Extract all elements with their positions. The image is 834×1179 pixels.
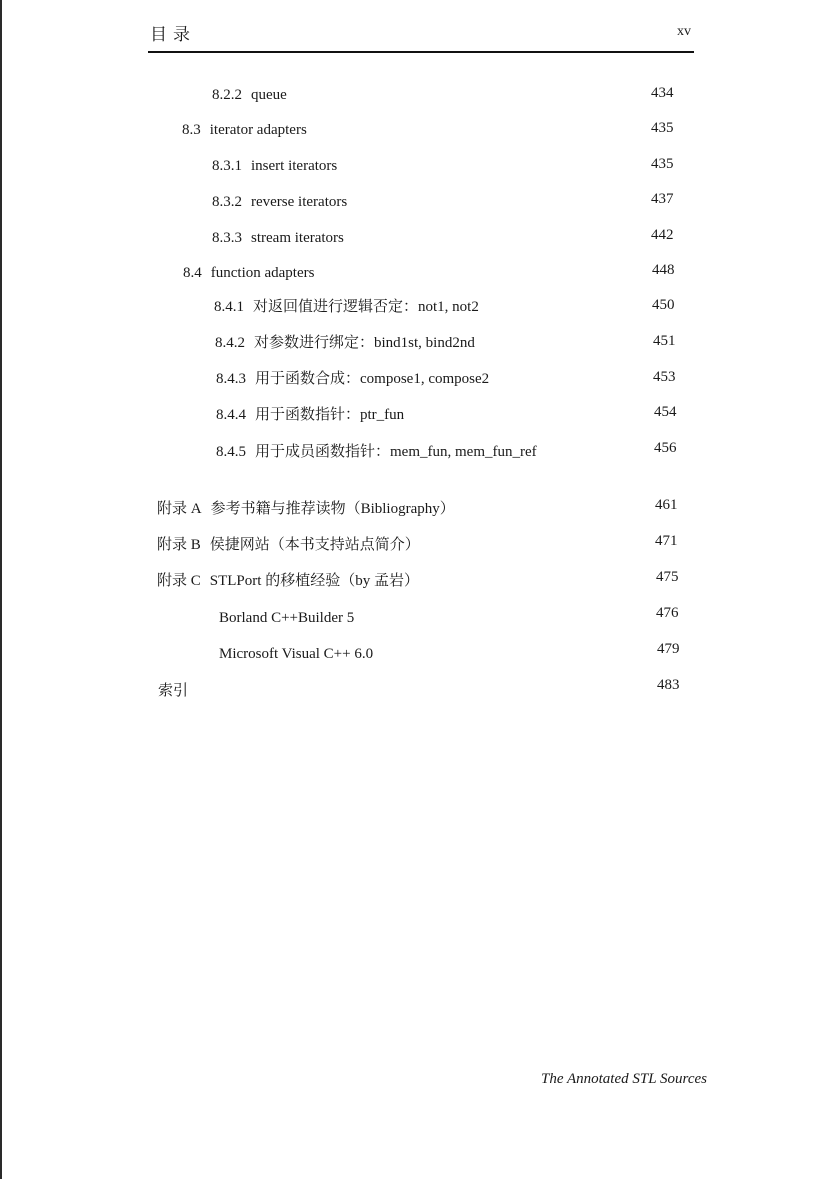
toc-entry-number: 8.4.5	[216, 444, 246, 460]
toc-entry	[212, 191, 347, 213]
toc-entry-page: 437	[651, 191, 674, 207]
toc-entry-label: 用于函数合成：compose1, compose2	[255, 371, 490, 387]
toc-entry-label: 侯捷网站（本书支持站点简介）	[209, 537, 420, 553]
toc-entry-page: 450	[652, 297, 675, 313]
toc-entry-number: 8.3.2	[212, 194, 242, 210]
toc-entry-page: 479	[657, 641, 680, 657]
toc-entry-label: stream iterators	[251, 230, 344, 246]
toc-entry-page: 434	[651, 85, 674, 101]
toc-entry-page: 461	[655, 497, 678, 513]
toc-entry-label: Microsoft Visual C++ 6.0	[219, 646, 374, 662]
toc-entry	[215, 332, 475, 354]
toc-entry-page: 476	[656, 605, 679, 621]
toc-entry	[158, 679, 188, 701]
toc-entry	[157, 570, 419, 592]
toc-entry-number: 8.4.4	[216, 407, 246, 423]
toc-entry-label: reverse iterators	[251, 194, 348, 210]
toc-entry-page: 451	[653, 333, 676, 349]
toc-entry-label: iterator adapters	[209, 122, 307, 138]
toc-entry	[212, 84, 287, 106]
book-title-footer: The Annotated STL Sources	[541, 1071, 707, 1087]
toc-entry-number: 附录 B	[157, 537, 201, 553]
toc-entry	[157, 534, 420, 556]
toc-entry-number: 8.4.1	[214, 299, 244, 315]
toc-entry-label: insert iterators	[251, 158, 338, 174]
toc-entry-label: 索引	[158, 681, 189, 699]
toc-entry-label: function adapters	[210, 265, 315, 281]
toc-entry-label: 用于函数指针：ptr_fun	[255, 407, 405, 423]
toc-entry-number: 8.4.3	[216, 371, 246, 387]
header-page-number: xv	[677, 24, 691, 39]
toc-entry-number: 8.3.1	[212, 158, 242, 174]
toc-entry	[214, 296, 479, 318]
toc-entry	[157, 498, 455, 520]
toc-entry-number: 8.2.2	[212, 87, 242, 103]
toc-entry	[183, 262, 314, 284]
toc-entry-page: 456	[654, 440, 677, 456]
toc-entry-page: 454	[654, 404, 677, 420]
toc-entry-label: 用于成员函数指针：mem_fun, mem_fun_ref	[255, 444, 537, 460]
toc-entry-label: 对参数进行绑定：bind1st, bind2nd	[254, 335, 475, 351]
toc-entry	[212, 227, 344, 249]
toc-entry	[212, 155, 337, 177]
chapter-title: 目录	[150, 25, 196, 45]
toc-entry-page: 453	[653, 369, 676, 385]
toc-entry-label: Borland C++Builder 5	[219, 610, 355, 626]
toc-entry	[216, 368, 489, 390]
toc-entry-page: 448	[652, 262, 675, 278]
toc-entry	[219, 643, 373, 665]
toc-entry-page: 442	[651, 227, 674, 243]
toc-entry-number: 8.4	[183, 265, 202, 281]
toc-entry-number: 附录 A	[157, 501, 202, 517]
toc-entry-page: 435	[651, 156, 674, 172]
toc-entry-page: 483	[657, 677, 680, 693]
header-rule	[148, 51, 694, 53]
toc-entry-label: STLPort 的移植经验（by 孟岩）	[209, 573, 419, 589]
toc-entry-number: 附录 C	[157, 573, 201, 589]
toc-entry	[216, 404, 404, 426]
toc-entry-number: 8.4.2	[215, 335, 245, 351]
toc-entry-page: 471	[655, 533, 678, 549]
toc-entry-number: 8.3.3	[212, 230, 242, 246]
page-edge	[0, 0, 2, 1179]
toc-entry-page: 435	[651, 120, 674, 136]
toc-entry-label: queue	[251, 87, 287, 103]
toc-entry-page: 475	[656, 569, 679, 585]
toc-entry	[219, 607, 354, 629]
toc-entry-label: 对返回值进行逻辑否定：not1, not2	[253, 299, 479, 315]
toc-entry	[182, 119, 307, 141]
toc-entry-label: 参考书籍与推荐读物（Bibliography）	[210, 501, 455, 517]
toc-entry-number: 8.3	[182, 122, 201, 138]
toc-entry	[216, 441, 537, 463]
